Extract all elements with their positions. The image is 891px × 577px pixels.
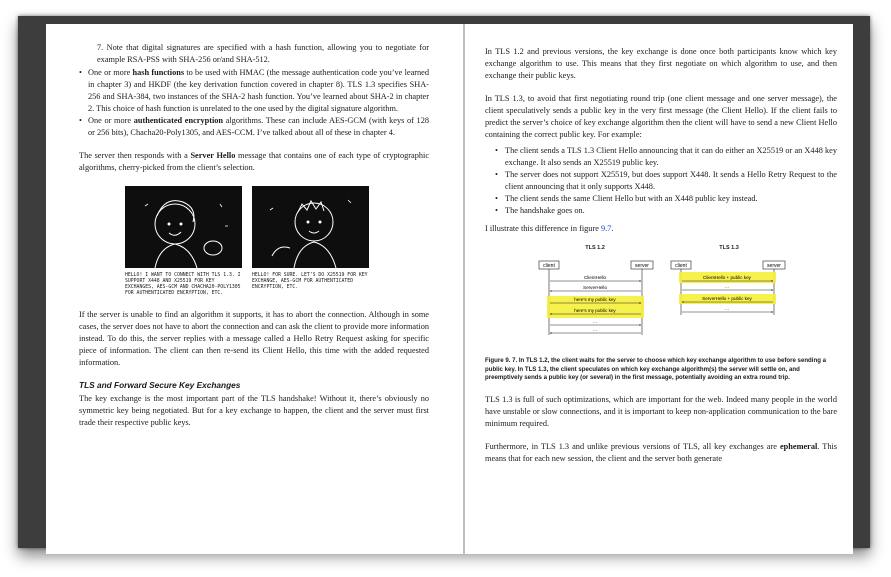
server-drawing: [252, 186, 369, 268]
tls13-client-label: client: [675, 263, 687, 269]
algorithm-list: [79, 67, 429, 139]
figure-title-tls13: TLS 1.3: [719, 245, 739, 251]
tls13-msg-server-hello-pk: ServerHello + public key: [702, 296, 752, 301]
server-hello-paragraph: The server then responds with a Server Hello message that contains one of each type of cryptographic algorithms, cherry-picked from the client’s selection.: [79, 151, 429, 172]
tls13-server-label: server: [767, 263, 781, 269]
example-list: [485, 145, 837, 217]
figure-title-tls12: TLS 1.2: [585, 245, 605, 251]
list-item: • The client sends a TLS 1.3 Client Hello announcing that it can do either an X25519 or an X448 key exchange. It also sends an X25519 public key.: [495, 146, 837, 167]
tls13-msg-client-hello-pk: ClientHello + public key: [703, 275, 751, 280]
tls12-msg-server-hello: ServerHello: [583, 285, 607, 290]
comic-panel-client: [125, 186, 242, 297]
list-item: • One or more authenticated encryption algorithms. These can include AES-GCM (with keys of 128 or 256 bits), Chacha20-Poly1305, and AES-CCM. I’ve talked about all of these in chapter 4.: [79, 116, 429, 137]
tls12-msg-server-pk: here's my public key: [574, 308, 616, 313]
tls13-paragraph: In TLS 1.3, to avoid that first negotiating round trip (one client message and one server message), the client speculatively sends a public key in the very first message (the Client Hello). If the client fails to predict the server’s choice of key exchange algorithm then the client will have to send a new Client Hello containing the correct public key. For example:: [485, 94, 837, 139]
list-item: • The handshake goes on.: [495, 206, 585, 215]
list-item: • The client sends the same Client Hello but with an X448 public key instead.: [495, 194, 758, 203]
figure-caption: Figure 9. 7. In TLS 1.2, the client waits for the server to choose which key exchange algorithm to use before sending a public key. In TLS 1.3, the client speculates on which key exchange algorithm(s) the server will settle on, and preemptively sends a public key (or several) in the first message, potentially avoiding an extra round trip.: [485, 357, 826, 382]
comic-panel-server: [252, 186, 369, 297]
tls13-msg-dots-1: ...: [725, 284, 729, 289]
book-spread: [18, 16, 870, 548]
tls12-msg-dots-1: ...: [593, 319, 597, 324]
comic-caption-server: HELLO! FOR SURE. LET’S DO X25519 FOR KEY EXCHANGE, AES-GCM FOR AUTHENTICATED ENCRYPTION, ETC.: [252, 273, 368, 290]
figure-link[interactable]: 9.7: [600, 224, 612, 233]
tls12-client-label: client: [543, 263, 555, 269]
ephemeral-paragraph: Furthermore, in TLS 1.3 and unlike previous versions of TLS, all key exchanges are ephemeral. This means that for each new session, the client and the server both generate: [485, 441, 838, 463]
tls12-msg-dots-2: ...: [593, 327, 597, 332]
tls12-server-label: server: [635, 263, 649, 269]
tls13-msg-dots-2: ...: [725, 306, 729, 311]
left-page-content: [79, 42, 429, 429]
list-item: • The server does not support X25519, but does support X448. It sends a Hello Retry Request to the client announcing that it only supports X448.: [495, 170, 837, 191]
tls12-paragraph: In TLS 1.2 and previous versions, the key exchange is done once both participants know which key exchange algorithm to use. This means that they first negotiate on which algorithm to use, and then exchange their public keys.: [485, 47, 837, 80]
list-item: • One or more hash functions to be used with HMAC (the message authentication code you’ve learned in chapter 3) and HKDF (the key derivation function covered in chapter 8). TLS 1.3 specifies SHA-256 and SHA-384, two instances of the SHA-2 hash function. You’ve learned about SHA-2 in chapter 2. This choice of hash function is unrelated to the one used by the digital signature algorithm.: [79, 68, 430, 113]
comic-caption-client: HELLO! I WANT TO CONNECT WITH TLS 1.3. I SUPPORT X448 AND X25519 FOR KEY EXCHANGES, AES-GCM AND CHACHA20-POLY1305 FOR AUTHENTICATED ENCRYPTION, ETC.: [125, 273, 241, 296]
comic-strip: [117, 186, 377, 297]
optimizations-paragraph: TLS 1.3 is full of such optimizations, which are important for the web. Indeed many people in the world have unstable or slow connections, and it is important to keep non-application communication to the bare minimum required.: [485, 394, 837, 428]
client-drawing: [125, 186, 242, 268]
footnote-digital-signatures: 7. Note that digital signatures are specified with a hash function, allowing you to negotiate for example RSA-PSS with SHA-256 or/and SHA-512.: [97, 43, 429, 64]
hello-retry-paragraph: If the server is unable to find an algorithm it supports, it has to abort the connection. Although in some cases, the server does not have to abort the connection and can ask the client to provide more information instead. To do this, the server replies with a message called a Hello Retry Request asking for specific piece of information. The client can then re-send its Client Hello, this time with the added requested information.: [79, 310, 429, 367]
right-page: [465, 24, 853, 554]
tls12-msg-client-pk: here's my public key: [574, 297, 616, 302]
figure-reference-paragraph: I illustrate this difference in figure 9.7.: [485, 224, 614, 233]
section-heading: TLS and Forward Secure Key Exchanges: [79, 380, 241, 390]
figure-9-7: [487, 243, 787, 353]
tls12-msg-client-hello: ClientHello: [583, 275, 607, 280]
right-page-content: [485, 46, 837, 465]
key-exchange-paragraph: The key exchange is the most important part of the TLS handshake! Without it, there’s obviously no symmetric key being negotiated. But for a key exchange to happen, the client and the server must first trade their respective public keys.: [79, 394, 429, 427]
left-page: [46, 24, 463, 554]
